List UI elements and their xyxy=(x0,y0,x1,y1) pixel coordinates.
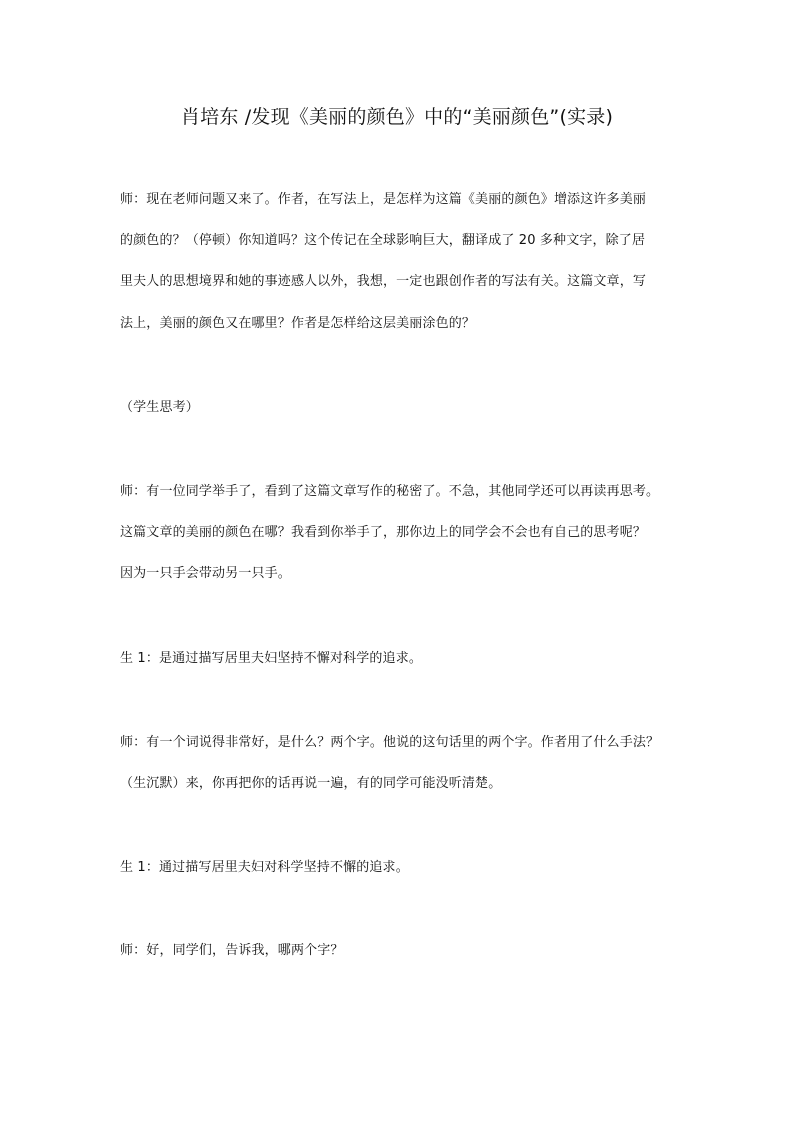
paragraph-1-line-1: 师：现在老师问题又来了。作者，在写法上，是怎样为这篇《美丽的颜色》增添这许多美丽 xyxy=(120,192,647,207)
paragraph-1-line-4: 法上，美丽的颜色又在哪里？作者是怎样给这层美丽涂色的？ xyxy=(120,316,476,331)
paragraph-3-line-3: 因为一只手会带动另一只手。 xyxy=(120,566,291,581)
paragraph-5-line-1: 师：有一个词说得非常好，是什么？两个字。他说的这句话里的两个字。作者用了什么手法？ xyxy=(120,735,660,750)
paragraph-2-line-1: （学生思考） xyxy=(120,400,199,415)
document-title: 肖培东 /发现《美丽的颜色》中的“美丽颜色”(实录) xyxy=(180,106,614,128)
paragraph-5-line-2: （生沉默）来，你再把你的话再说一遍，有的同学可能没听清楚。 xyxy=(120,776,502,791)
paragraph-3-line-1: 师：有一位同学举手了，看到了这篇文章写作的秘密了。不急，其他同学还可以再读再思考。 xyxy=(120,484,660,499)
paragraph-7-line-1: 师：好，同学们，告诉我，哪两个字？ xyxy=(120,943,344,958)
paragraph-1-line-2: 的颜色的？（停顿）你知道吗？这个传记在全球影响巨大，翻译成了 20 多种文字，除了居 xyxy=(120,233,646,248)
paragraph-4-line-1: 生 1：是通过描写居里夫妇坚持不懈对科学的追求。 xyxy=(120,651,423,666)
paragraph-1-line-3: 里夫人的思想境界和她的事迹感人以外，我想，一定也跟创作者的写法有关。这篇文章，写 xyxy=(120,274,647,289)
paragraph-3-line-2: 这篇文章的美丽的颜色在哪？我看到你举手了，那你边上的同学会不会也有自己的思考呢？ xyxy=(120,525,647,540)
paragraph-6-line-1: 生 1：通过描写居里夫妇对科学坚持不懈的追求。 xyxy=(120,860,409,875)
